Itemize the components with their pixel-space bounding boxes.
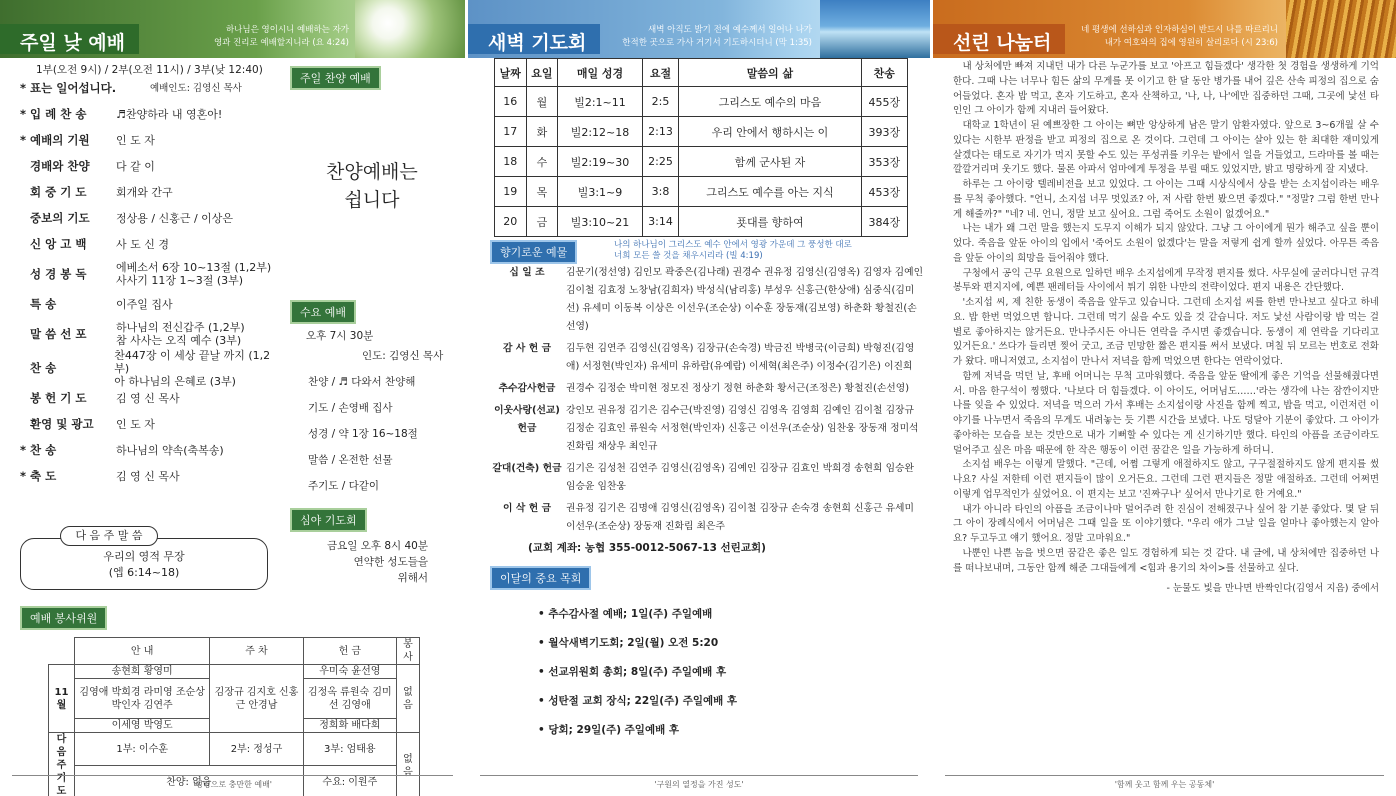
next-week-cell: 수요: 이원주 (303, 766, 396, 796)
program-label (20, 266, 116, 282)
header-verse (214, 24, 349, 50)
footer: '함께 웃고 함께 우는 공동체' (945, 775, 1384, 790)
table-header-row (495, 59, 908, 87)
footer: '성령으로 충만한 예배' (12, 775, 453, 790)
program-item (20, 101, 282, 127)
program-label (20, 296, 116, 312)
offering-label: 추수감사헌금 (498, 383, 556, 394)
guide-cell: 송현희 황영미 (75, 665, 210, 679)
news-item (538, 693, 737, 722)
program-item (20, 437, 282, 463)
night-prayer-line: 연약한 성도들을 (353, 556, 428, 568)
order-of-worship (20, 75, 282, 489)
offering-cell: 김정옥 류원숙 김미선 김영애 (303, 679, 396, 719)
program-label (20, 326, 116, 342)
program-label-text: 봉 헌 기 도 (30, 391, 87, 405)
program-value (116, 186, 173, 199)
table-cell: 20 (495, 207, 527, 237)
offering-label: 갈대(건축) 헌금 (492, 463, 562, 474)
offering-names: 김두현 김연주 김영신(김영옥) 김장규(손숙경) 박금진 박병국(이금희) 박형진(김영애) 서정현(박인자) 유세미 유하람(유예람) 이세혁(최은주) 이정수(김기은) 이진희 (566, 343, 915, 372)
wednesday-row: 인도: 김영신 목사 (362, 350, 444, 362)
next-week-label: 다음주 기 도 (49, 733, 75, 796)
col-header: 헌 금 (303, 638, 396, 665)
program-value (116, 418, 155, 431)
table-cell: 2:5 (642, 87, 679, 117)
program-value-line: 찬447장 이 세상 끝날 까지 (1,2부) (114, 348, 271, 375)
offering-row (488, 264, 924, 336)
program-label-text: 환영 및 광고 (30, 417, 94, 431)
parking-cell: 김장규 김지호 신홍근 안경남 (210, 665, 303, 733)
program-label (20, 210, 116, 226)
program-label-text: 입 례 찬 송 (30, 107, 87, 121)
table-row (495, 147, 908, 177)
header-verse (622, 24, 812, 50)
program-label (20, 106, 116, 122)
table-cell: 453장 (861, 177, 907, 207)
program-value-line: 이주일 집사 (116, 297, 173, 311)
col-header: 말씀의 삶 (679, 59, 861, 87)
essay-paragraph: 내 상처에만 빠져 지내던 내가 다른 누군가를 보고 '아프고 힘들겠다' 생각한 첫 경험을 생생하게 기억한다. 그때 나는 너무나 힘든 삶의 무게를 못 이기고 한 달 동안 병가를 내어 깊은 산속 피정의 집으로 숨어들었다. 혼자 밥 먹고, 혼자 기도하고, 혼자 산책하고, '나, 나, 나'에만 집중하던 그때, 그곳에 낯선 타인인 그 아이가 함께 지내러 들어왔다. (953, 61, 1379, 117)
program-item (20, 127, 282, 153)
praise-notice-line: 쉽니다 (344, 189, 400, 211)
table-cell: 푯대를 향하여 (679, 207, 861, 237)
verse-line: 한적한 곳으로 가사 거기서 기도하시더니 (막 1:35) (622, 38, 812, 48)
program-label-text: 회 중 기 도 (30, 185, 87, 199)
offering-row (488, 500, 924, 536)
service-times: 1부(오전 9시) / 2부(오전 11시) / 3부(낮 12:40) (36, 64, 263, 76)
table-cell: 수 (526, 147, 558, 177)
night-prayer-heading: 심야 기도회 (290, 508, 367, 532)
column-dawn-prayer (468, 0, 930, 796)
table-cell: 월 (526, 87, 558, 117)
news-text: 당회; 29일(주) 주일예배 후 (548, 724, 680, 736)
program-value-line: 인 도 자 (116, 133, 155, 147)
wednesday-row: 찬양 / ♬ 다와서 찬양해 (308, 376, 416, 388)
night-prayer-line: 위해서 (397, 572, 428, 584)
offering-names: 강인모 권유정 김기은 김수근(박진영) 김영신 김영옥 김영희 김예인 김이철 김장규 김정순 김효인 류원숙 서정현(박인자) 신홍근 이선우(조순상) 임찬웅 장동재 정미석 진화림 채상우 최인규 (566, 405, 919, 452)
news-text: 성탄절 교회 장식; 22일(주) 주일예배 후 (548, 695, 738, 707)
table-cell: 17 (495, 117, 527, 147)
col-header: 날짜 (495, 59, 527, 87)
month-cell: 11월 (49, 665, 75, 733)
table-cell: 455장 (861, 87, 907, 117)
staff-heading: 예배 봉사위원 (20, 606, 107, 630)
verse-line: 하나님은 영이시니 예배하는 자가 (225, 25, 349, 35)
program-label-text: 경배와 찬양 (30, 159, 90, 173)
staff-header-row (49, 638, 420, 665)
program-value (150, 82, 242, 95)
program-value (116, 261, 271, 287)
program-label-text: 축 도 (30, 469, 57, 483)
offering-row (488, 380, 924, 398)
program-item (20, 317, 282, 351)
next-week-cell: 2부: 정성구 (210, 733, 303, 766)
program-value (116, 470, 180, 483)
wednesday-row: 주기도 / 다같이 (308, 480, 380, 492)
verse-line: 새벽 아직도 밝기 전에 예수께서 일어나 나가 (647, 25, 812, 35)
bullet-icon: • (538, 608, 549, 620)
program-label-text: 예배의 기원 (30, 133, 90, 147)
program-value-line: 인 도 자 (116, 417, 155, 431)
program-label (20, 184, 116, 200)
praise-notice-line: 찬양예배는 (326, 161, 418, 183)
night-prayer-line: 금요일 오후 8시 40분 (326, 540, 428, 552)
header-verse (1081, 24, 1278, 50)
essay-signature: - 눈물도 빛을 만나면 반짝인다(김영서 지음) 중에서 (1166, 583, 1379, 595)
program-value-line: 김 영 신 목사 (116, 469, 180, 483)
news-text: 선교위원회 총회; 8일(주) 주일예배 후 (548, 666, 727, 678)
program-value (116, 108, 222, 121)
news-item (538, 635, 737, 664)
program-value-line: 회개와 간구 (116, 185, 173, 199)
table-cell: 384장 (861, 207, 907, 237)
table-row (495, 207, 908, 237)
table-cell: 그리스도 예수의 마음 (679, 87, 861, 117)
table-row (495, 117, 908, 147)
program-item (20, 153, 282, 179)
program-value-line: 아 하나님의 은혜로 (3부) (114, 374, 236, 388)
offering-cell: 정희화 배다희 (303, 719, 396, 733)
program-label-text: 중보의 기도 (30, 211, 90, 225)
stand-mark: * (20, 81, 27, 95)
offering-label: 감 사 헌 금 (502, 343, 552, 354)
column-sharing (933, 0, 1396, 796)
table-row (495, 177, 908, 207)
program-value (114, 349, 282, 388)
wednesday-service (290, 300, 460, 499)
table-cell: 함께 군사된 자 (679, 147, 861, 177)
table-cell: 16 (495, 87, 527, 117)
bullet-icon: • (538, 637, 549, 649)
essay-body (953, 60, 1379, 576)
program-value-line: 하나님의 약속(축복송) (116, 443, 224, 457)
column-sunday-service (0, 0, 465, 796)
next-week-ref: (엡 6:14~18) (108, 566, 180, 579)
offering-names: 김문기(정선영) 김인모 곽중은(김나래) 권경수 권유정 김영신(김영옥) 김영자 김예인 김이철 김효정 노창남(김희자) 박성식(남리홍) 부성우 신홍근(한상애) 심중식(김미선) 유세미 이동복 이상은 이선우(조순상) 이수훈 장동재(김보영) 하춘화 황철진(손선영) (566, 267, 924, 332)
offering-label: 이 삭 헌 금 (502, 503, 552, 514)
program-label (20, 390, 116, 406)
offer-verse-line: 너희 모든 쓸 것을 채우시리라 (빌 4:19) (614, 251, 763, 261)
program-value (116, 160, 155, 173)
col-header: 안 내 (75, 638, 210, 665)
wheat-photo (1286, 0, 1396, 58)
table-cell: 3:14 (642, 207, 679, 237)
essay-paragraph: '소지섭 씨, 제 친한 동생이 죽음을 앞두고 있습니다. 그런데 소지섭 씨를 한번 만나보고 싶다고 하네요. 밥 한번 먹었으면 합니다. 그런데 먹기 싫을 수도 있을 것 같습니다. 저도 낯선 사람이랑 밥 먹는 걸 별로 좋아하지는 않거든요. 만나주시든 아니든 연락을 주시면 좋겠습니다. 동생이 제 연락을 기다리고 있거든요.' 쓰다가 들리면 찢어 굿고, 조금 민망한 짧은 편지를 써서 보냈다. 며칠 뒤 모르는 번호로 전화가 왔다. 매니저였고, 소지섭이 만나서 저녁을 함께 먹었으면 한다는 연락이었다. (953, 297, 1379, 367)
wednesday-row: 말씀 / 온전한 선물 (308, 454, 393, 466)
program-label-text: 신 앙 고 백 (30, 237, 87, 251)
header-sharing (933, 0, 1396, 58)
col-header: 주 차 (210, 638, 303, 665)
wednesday-time: 오후 7시 30분 (306, 330, 374, 342)
next-week-cell: 1부: 이수훈 (75, 733, 210, 766)
program-label-text: 표는 일어섭니다. (30, 81, 117, 95)
praise-service-box (290, 66, 418, 214)
table-cell: 빌2:1~11 (558, 87, 643, 117)
stand-mark: * (20, 133, 27, 147)
verse-line: 영과 진리로 예배할지니라 (요 4:24) (213, 38, 349, 48)
table-cell: 목 (526, 177, 558, 207)
table-cell: 2:13 (642, 117, 679, 147)
essay-paragraph: 함께 저녁을 먹던 날, 후배 어머니는 무척 고마워했다. 죽음을 앞둔 딸에게 좋은 기억을 선물해줬다면서. 마음 한구석이 찡했다. '나보다 더 힘들겠다. 이 아이도, 어머님도……'라는 생각에 나는 잠깐이지만 나를 잊을 수 있었다. 저녁을 먹으러 가서 후배는 소지섭이랑 사진을 함께 찍고, 밥을 먹고, 이런저런 이야기를 나누면서 죽음의 무게도 내려놓는 듯 기쁜 시간을 보냈다. 나도 덩달아 기분이 좋았다. 그 아이가 좋아하는 모습을 보는 것만으로 내가 기뻐할 수 있다는 게 신기하기만 했다. 타인의 아픔을 조금이라도 덜어주고 싶은 마음 때문에 한 작은 행동이 이런 꿈같은 일을 가능하게 하더니. (953, 370, 1379, 456)
praise-notice (326, 158, 418, 214)
program-value-line: 사사기 11장 1~3절 (3부) (116, 274, 244, 287)
program-label-text: 성 경 봉 독 (30, 267, 87, 281)
night-prayer-info (290, 538, 460, 586)
next-week-title: 우리의 영적 무장 (103, 550, 185, 563)
section-title: 새벽 기도회 (468, 24, 600, 54)
praise-service-heading: 주일 찬양 예배 (290, 66, 381, 90)
guide-cell: 김영애 박희경 라미영 조순상 박인자 김연주 (75, 679, 210, 719)
essay-paragraph: 대학교 1학년이 된 예쁘장한 그 아이는 뼈만 앙상하게 남은 말기 암환자였다. 앞으로 3~6개월 살 수 있다는 시한부 판정을 받고 피정의 집으로 온 것이다. 그런데 그 아이는 살아 있는 한 최대한 재미있게 살겠다는 태도로 자기가 먹지 못할 수도 있는 푸성귀를 키우는 밭에서 일을 거들었고, 드라마를 볼 때는 깔깔거리며 웃기도 했다. 물론 아파서 엄마에게 투정을 부릴 때도 있었지만, 밝고 명랑하게 잘 지냈다. (953, 120, 1379, 176)
service-cell: 없음 (397, 665, 420, 733)
table-cell: 빌2:19~30 (558, 147, 643, 177)
offering-row (488, 460, 924, 496)
table-cell: 금 (526, 207, 558, 237)
program-value-line: 참 사사는 오직 예수 (3부) (116, 334, 242, 347)
program-value (116, 392, 180, 405)
program-value-line: ♬찬양하라 내 영혼아! (116, 107, 223, 121)
program-value (116, 444, 224, 457)
header-sunday (0, 0, 465, 58)
next-week-word-heading: 다 음 주 말 씀 (60, 526, 158, 546)
news-item (538, 606, 737, 635)
program-label (20, 468, 116, 484)
program-item (20, 385, 282, 411)
col-header: 봉사 (397, 638, 420, 665)
bank-account: (교회 계좌: 농협 355-0012-5067-13 선린교회) (528, 542, 766, 554)
program-value-line: 에베소서 6장 10~13절 (1,2부) (116, 261, 272, 274)
program-label (20, 132, 116, 148)
staff-table (48, 637, 420, 796)
next-week-cell: 3부: 엄태용 (303, 733, 396, 766)
news-heading: 이달의 중요 목회 (490, 566, 591, 590)
staff-heading-wrap (20, 606, 107, 630)
program-label-text: 말 씀 선 포 (30, 327, 87, 341)
guide-cell: 이세영 박영도 (75, 719, 210, 733)
essay-paragraph: 내가 아니라 타인의 아픔을 조금이나마 덜어주려 한 진심이 전해졌구나 싶어 참 기분 좋았다. 몇 달 뒤 그 아이 장례식에서 어머님은 그때 일을 또 이야기했다. "우리 애가 그날 일을 얼마나 좋아했는지 알아요? 두고두고 얘기 했어요. 정말 고마워요." (953, 503, 1379, 544)
table-cell: 19 (495, 177, 527, 207)
offering-names: 권경수 김정순 박미현 정모진 정상기 정현 하춘화 황서근(조정은) 황철진(손선영) (566, 383, 910, 394)
program-value (116, 134, 155, 147)
program-value (116, 238, 169, 251)
offer-heading: 향기로운 예물 (490, 240, 577, 264)
news-text: 추수감사절 예배; 1일(주) 주일예배 (548, 608, 713, 620)
news-list (538, 606, 737, 751)
section-title: 주일 낮 예배 (0, 24, 139, 54)
program-value-line: 다 같 이 (116, 159, 155, 173)
program-label (20, 442, 116, 458)
program-item (20, 231, 282, 257)
news-text: 월삭새벽기도회; 2일(월) 오전 5:20 (548, 637, 719, 649)
daily-bible-table (494, 58, 908, 237)
offer-verse-line: 나의 하나님이 그리스도 예수 안에서 영광 가운데 그 풍성한 대로 (614, 240, 852, 250)
program-item (20, 179, 282, 205)
col-header: 찬송 (861, 59, 907, 87)
night-prayer-box (290, 508, 460, 586)
program-value-line: 예배인도: 김영신 목사 (150, 82, 242, 94)
table-row (495, 87, 908, 117)
wednesday-heading: 수요 예배 (290, 300, 356, 324)
flower-photo (355, 0, 465, 58)
program-label-text: 찬 송 (30, 443, 57, 457)
table-row (49, 733, 420, 766)
essay-paragraph: 나는 내가 왜 그런 말을 했는지 도무지 이해가 되지 않았다. 그냥 그 아이에게 뭔가 해주고 싶을 뿐이었다. 죽음을 앞둔 아이의 입에서 '죽어도 소원이 없겠다'는 말을 저렇게 쉽게 할까 싶었다. 아무튼 죽음을 앞둔 아이의 희망을 들어줘야 했다. (953, 223, 1379, 264)
news-item (538, 722, 737, 751)
program-item (20, 463, 282, 489)
program-value (116, 298, 173, 311)
table-cell: 그리스도 예수를 아는 지식 (679, 177, 861, 207)
col-header: 요일 (526, 59, 558, 87)
program-value (116, 321, 245, 347)
table-cell: 353장 (861, 147, 907, 177)
stand-mark: * (20, 469, 27, 483)
stand-mark: * (20, 107, 27, 121)
table-cell: 빌2:12~18 (558, 117, 643, 147)
program-label (20, 80, 150, 96)
verse-line: 네 평생에 선하심과 인자하심이 반드시 나를 따르리니 (1081, 25, 1278, 35)
offering-cell: 우미숙 윤선영 (303, 665, 396, 679)
offering-label: 십 일 조 (509, 267, 545, 278)
table-cell: 3:8 (642, 177, 679, 207)
essay-paragraph: 하루는 그 아이랑 텔레비전을 보고 있었다. 그 아이는 그때 시상식에서 상을 받는 소지섭이라는 배우를 무척 좋아했다. "언니, 소지섭 너무 멋있죠? 아, 저 사람 한번 봤으면 좋겠다." "정말? 그럼 한번 만나게 해줄까?" "네? 네. 언니, 정말 보고 싶어요. 그럼 죽어도 소원이 없겠어요." (953, 179, 1379, 220)
table-cell: 18 (495, 147, 527, 177)
col-header: 요절 (642, 59, 679, 87)
program-item (20, 75, 282, 101)
section-title: 선린 나눔터 (933, 24, 1065, 54)
table-cell: 2:25 (642, 147, 679, 177)
bullet-icon: • (538, 695, 549, 707)
bullet-icon: • (538, 724, 549, 736)
table-cell: 빌3:10~21 (558, 207, 643, 237)
news-heading-wrap (490, 566, 591, 590)
col-header: 매일 성경 (558, 59, 643, 87)
offer-verse (614, 240, 852, 262)
table-body (495, 87, 908, 237)
stand-mark: * (20, 443, 27, 457)
table-cell: 화 (526, 117, 558, 147)
program-label (20, 416, 116, 432)
table-row (49, 665, 420, 679)
program-item (20, 291, 282, 317)
essay-paragraph: 나뿐인 나쁜 놈을 벗으면 꿈같은 좋은 일도 경험하게 되는 것 같다. 내 글에, 내 상처에만 집중하던 나를 떠나보내며, 그동안 함께 해준 그대들에게 <힘과 용기의 차이>를 선물하고 싶다. (953, 547, 1379, 574)
program-label-text: 찬 송 (30, 361, 57, 375)
program-label-text: 특 송 (30, 297, 57, 311)
program-value (116, 212, 233, 225)
program-item (20, 257, 282, 291)
essay-paragraph: 구청에서 공익 근무 요원으로 일하던 배우 소지섭에게 무작정 편지를 썼다. 사무실에 굴러다니던 규격 봉투와 편지지에, 예쁜 팬레터들 사이에서 튀기 위한 나만의 전략이었다. 편지 내용은 간단했다. (953, 267, 1379, 294)
offering-row (488, 402, 924, 456)
next-week-cell: 찬양: 없음 (75, 766, 304, 796)
essay-paragraph: 소지섭 배우는 이렇게 말했다. "근데, 어쩜 그렇게 애절하지도 않고, 구구절절하지도 않게 편지를 썼나요? 사실 저한테 이런 편지들이 많이 오거든요. 그런데 그런 편지들은 정말 애절하죠. 그런데 어쩌면 이렇게 업무적인가 싶었어요. 이 편지는 보고 '진짜구나' 싶어서 만나기로 한 거예요." (953, 459, 1379, 500)
program-item (20, 205, 282, 231)
footer: '구원의 열정을 가진 성도' (480, 775, 918, 790)
program-label (20, 158, 116, 174)
next-week-cell: 없음 (397, 733, 420, 796)
program-item (20, 411, 282, 437)
news-item (538, 664, 737, 693)
offering-list (488, 264, 924, 555)
essay (953, 60, 1379, 597)
offering-label: 이웃사랑(선교) 헌금 (494, 405, 560, 434)
program-item (20, 348, 282, 388)
wednesday-row: 성경 / 약 1장 16~18절 (308, 428, 418, 440)
table-cell: 빌3:1~9 (558, 177, 643, 207)
offer-heading-wrap (490, 240, 577, 264)
program-label (20, 236, 116, 252)
offering-row (488, 340, 924, 376)
wednesday-row: 기도 / 손영배 집사 (308, 402, 393, 414)
table-cell: 우리 안에서 행하시는 이 (679, 117, 861, 147)
offering-names: 김기은 김성천 김연주 김영신(김영옥) 김예인 김장규 김효인 박희경 송현희 임승완 임승윤 임찬웅 (566, 463, 914, 492)
table-cell: 393장 (861, 117, 907, 147)
bullet-icon: • (538, 666, 549, 678)
program-label (20, 360, 114, 376)
program-value-line: 사 도 신 경 (116, 237, 169, 251)
verse-line: 내가 여호와의 집에 영원히 살리로다 (시 23:6) (1104, 38, 1278, 48)
sky-photo (820, 0, 930, 58)
program-value-line: 하나님의 전신갑주 (1,2부) (116, 321, 245, 334)
program-value-line: 정상용 / 신홍근 / 이상은 (116, 211, 234, 225)
header-dawn (468, 0, 930, 58)
offering-names: 권유정 김기은 김명애 김영신(김영옥) 김이철 김장규 손숙경 송현희 신홍근 유세미 이선우(조순상) 장동재 진화림 최은주 (566, 503, 914, 532)
wednesday-rows (308, 343, 460, 499)
program-value-line: 김 영 신 목사 (116, 391, 180, 405)
